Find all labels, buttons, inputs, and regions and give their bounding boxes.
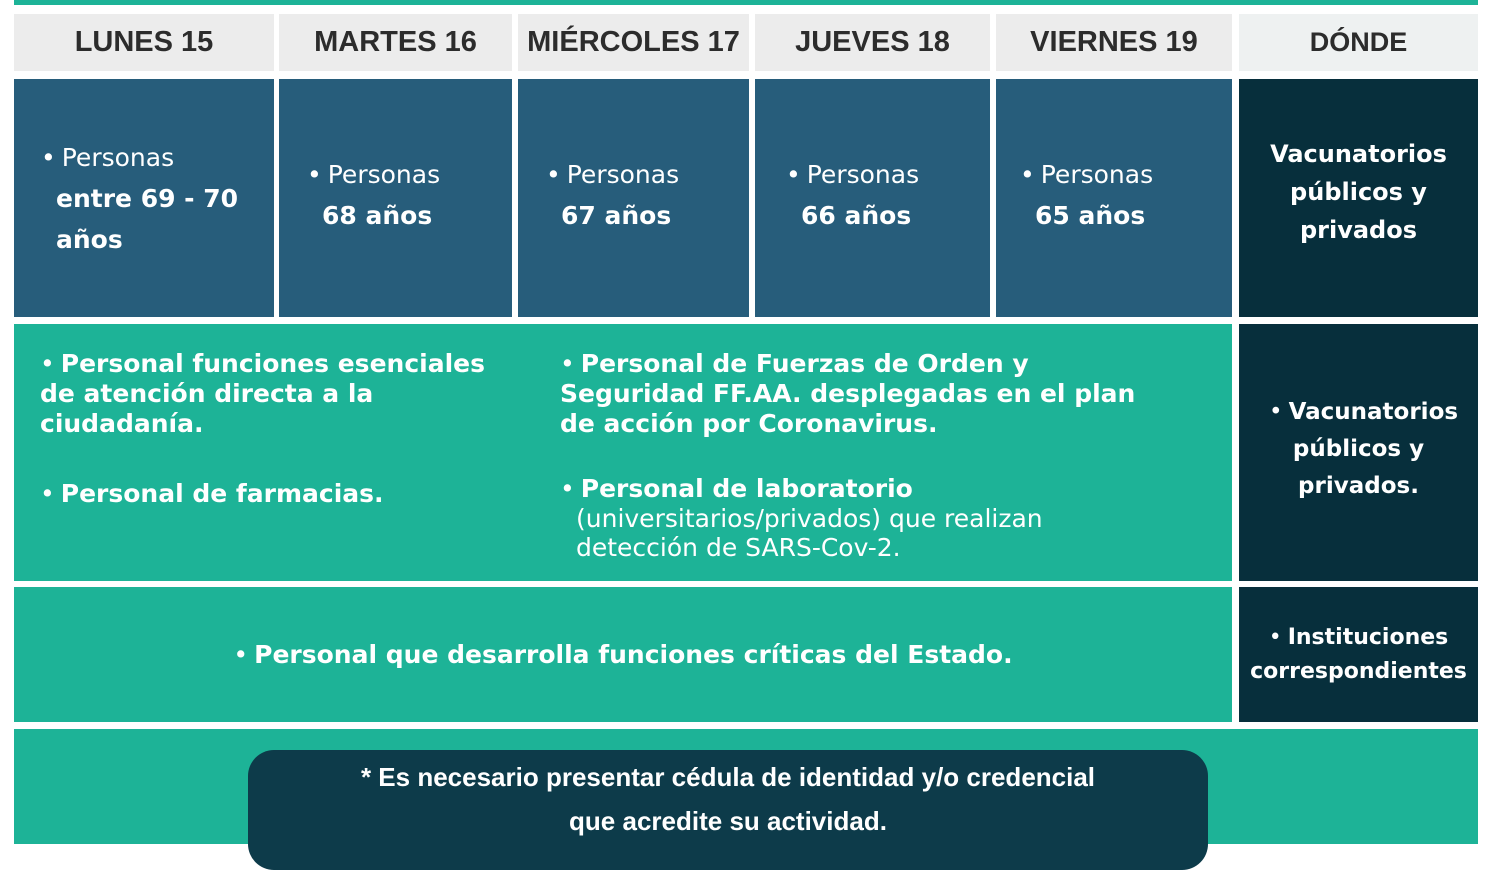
where-cell-staff bbox=[1239, 324, 1478, 581]
header-monday: LUNES 15 bbox=[14, 14, 274, 71]
staff-item-laboratory: • Personal de laboratorio (universitarios/privados) que realizan detección de SARS-Cov-2. bbox=[560, 474, 1140, 562]
age-cell-tuesday bbox=[279, 79, 512, 317]
note-line-1: * Es necesario presentar cédula de identidad y/o credencial bbox=[360, 762, 1096, 792]
staff-item-security-forces: • Personal de Fuerzas de Orden y Seguridad FF.AA. desplegadas en el plan de acción por Coronavirus. bbox=[560, 349, 1136, 438]
top-accent-line bbox=[14, 0, 1478, 5]
where-text: • Instituciones correspondientes bbox=[1250, 625, 1467, 684]
age-cell-monday bbox=[14, 79, 274, 317]
requirement-note bbox=[248, 750, 1208, 870]
age-cell-friday bbox=[996, 79, 1232, 317]
age-cell-wednesday bbox=[518, 79, 749, 317]
staff-cell bbox=[14, 324, 1232, 581]
header-tuesday: MARTES 16 bbox=[279, 14, 512, 71]
staff-item-essential: • Personal funciones esenciales de atención directa a la ciudadanía. bbox=[40, 349, 485, 438]
state-cell bbox=[14, 587, 1232, 722]
age-text: • Personas 65 años bbox=[1020, 160, 1154, 230]
staff-item-pharmacy: • Personal de farmacias. bbox=[40, 479, 384, 508]
age-text: • Personas 67 años bbox=[546, 160, 680, 230]
where-cell-state bbox=[1239, 587, 1478, 722]
header-friday: VIERNES 19 bbox=[996, 14, 1232, 71]
note-line-2: que acredite su actividad. bbox=[569, 806, 887, 836]
age-cell-thursday bbox=[755, 79, 990, 317]
age-text: • Personas entre 69 - 70 años bbox=[41, 143, 239, 254]
header-where: DÓNDE bbox=[1239, 14, 1478, 71]
age-text: • Personas 66 años bbox=[786, 160, 920, 230]
where-text: • Vacunatorios públicos y privados. bbox=[1269, 399, 1459, 499]
where-text: Vacunatorios públicos y privados bbox=[1270, 140, 1447, 244]
age-text: • Personas 68 años bbox=[307, 160, 441, 230]
header-wednesday: MIÉRCOLES 17 bbox=[518, 14, 749, 71]
state-item: • Personal que desarrolla funciones críticas del Estado. bbox=[233, 640, 1013, 669]
laboratory-detail: (universitarios/privados) que realizan detección de SARS-Cov-2. bbox=[576, 504, 1043, 562]
header-thursday: JUEVES 18 bbox=[755, 14, 990, 71]
where-cell-age bbox=[1239, 79, 1478, 317]
